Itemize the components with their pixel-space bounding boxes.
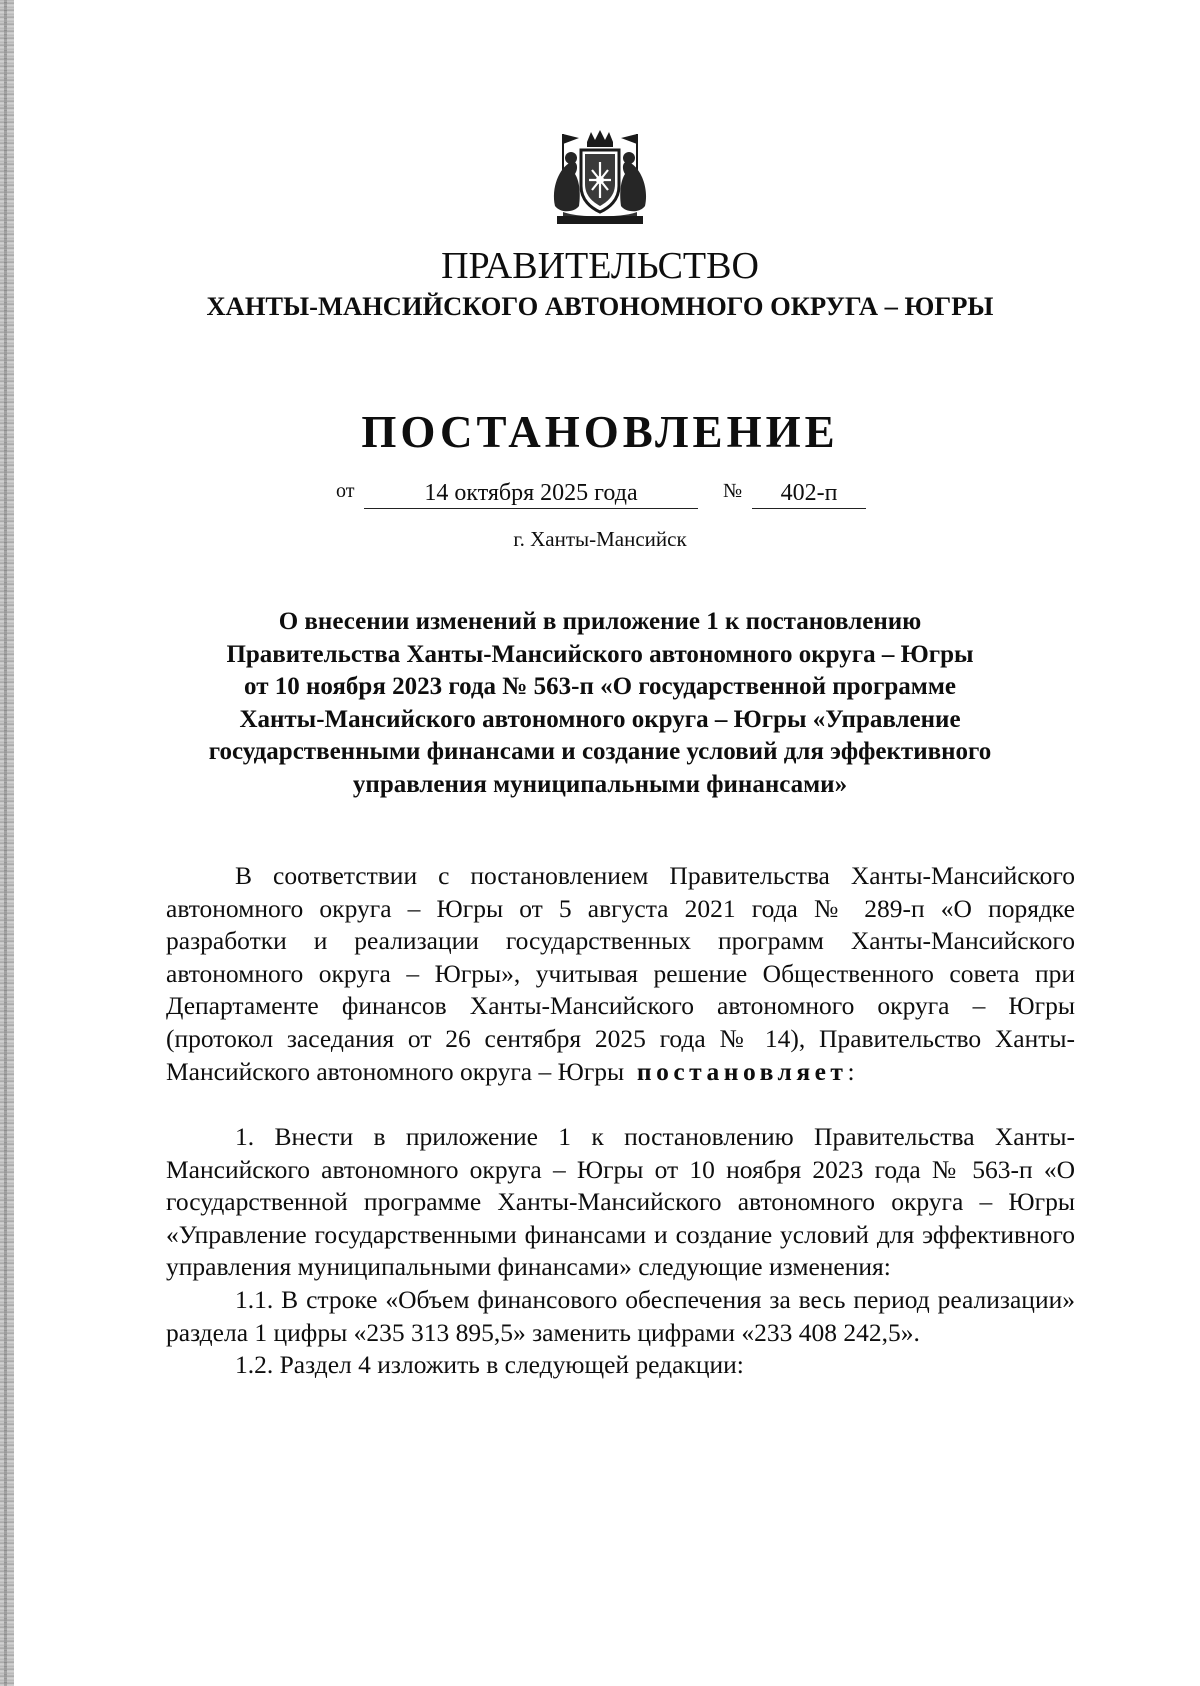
coat-of-arms-emblem [549,128,651,228]
item-1-2: 1.2. Раздел 4 изложить в следующей редакции: [235,1350,744,1380]
number-field: 402-п [752,478,866,509]
government-subtitle: ХАНТЫ-МАНСИЙСКОГО АВТОНОМНОГО ОКРУГА – ЮГРЫ [206,291,994,321]
item-1-1: 1.1. В строке «Объем финансового обеспечения за весь период реализации» раздела 1 цифры «235 313 895,5» заменить цифрами «233 408 242,5». [166,1284,1075,1347]
preamble-verb: постановляет [636,1056,848,1086]
items-block [166,1121,1075,1382]
city: г. Ханты-Мансийск [513,527,687,551]
heading-line: управления муниципальными финансами» [352,770,848,798]
heading-line: О внесении изменений в приложение 1 к постановлению [278,608,922,635]
date-label: от [336,480,355,502]
document-type: ПОСТАНОВЛЕНИЕ [361,407,839,457]
preamble-block [166,860,1075,1088]
document-heading [150,606,1050,802]
preamble-end: : [847,1056,855,1086]
heading-line: от 10 ноября 2023 года № 563-п «О государственной программе [244,673,956,701]
government-title: ПРАВИТЕЛЬСТВО [441,245,759,287]
heading-line: Правительства Ханты-Мансийского автономного округа – Югры [226,640,974,668]
item-1: 1. Внести в приложение 1 к постановлению Правительства Ханты-Мансийского автономного округа – Югры от 10 ноября 2023 года № 563-п «О государственной программе Ханты-Мансийского автономного округа – Югры «Управление государственными финансами и создание условий для эффективного управления муниципальными финансами» следующие изменения: [166,1122,1075,1282]
date-field: 14 октября 2025 года [364,478,698,509]
number-label: № [723,480,743,502]
preamble-text: В соответствии с постановлением Правительства Ханты-Мансийского автономного округа – Югры от 5 августа 2021 года № 289-п «О порядке разработки и реализации государственных программ Ханты-Мансийского автономного округа – Югры», учитывая решение Общественного совета при Департаменте финансов Ханты-Мансийского автономного округа – Югры (протокол заседания от 26 сентября 2025 года № 14), Правительство Ханты-Мансийского автономного округа – Югры [166,861,1075,1086]
heading-line: Ханты-Мансийского автономного округа – Югры «Управление [239,705,961,733]
heading-line: государственными финансами и создание условий для эффективного [208,738,992,766]
preamble-paragraph [166,860,1075,1088]
